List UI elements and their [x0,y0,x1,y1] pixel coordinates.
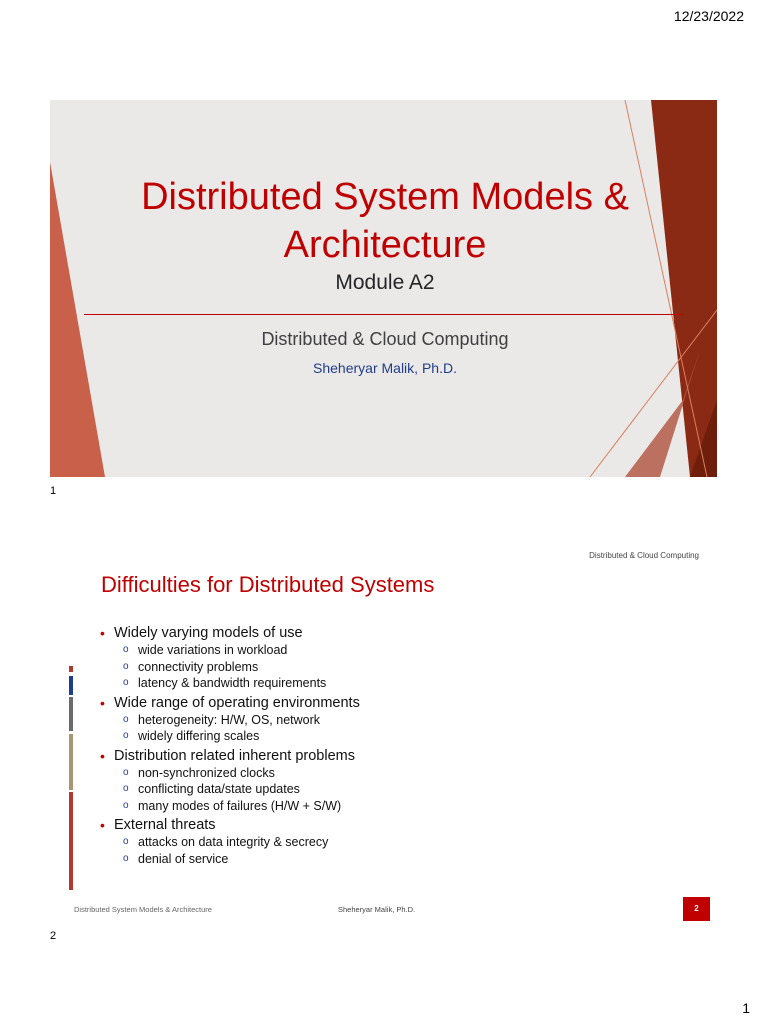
bullet-text: Widely varying models of use [114,625,303,641]
sub-text: connectivity problems [138,659,259,674]
sub-list [100,765,660,815]
bullet-item [100,747,660,765]
sub-item [100,851,660,868]
side-bar-segment [69,792,73,890]
sub-item [100,675,660,692]
sub-item [100,728,660,745]
sub-list [100,712,660,745]
sub-item [100,781,660,798]
sub-text: wide variations in workload [138,643,288,657]
slide-2-content-slide [50,540,717,920]
bullet-marker: • [100,625,105,641]
bullet-text: External threats [114,817,216,833]
sub-text: widely differing scales [138,729,260,743]
sub-item [100,798,660,815]
bullet-marker: • [100,694,105,711]
slide-2-footer-author: Sheheryar Malik, Ph.D. [338,905,416,914]
slide-2-page-badge: 2 [683,897,710,921]
slide-2-title: Difficulties for Distributed Systems [101,572,435,597]
sub-item [100,834,660,851]
sub-item [100,765,660,782]
sub-marker: o [123,660,129,672]
slide-1-title-line-1: Distributed System Models & [141,176,629,218]
bullet-text: Distribution related inherent problems [114,747,355,764]
slide-2-header: Distributed & Cloud Computing [589,551,699,560]
slide-1-title-line-2: Architecture [283,224,487,266]
sub-text: conflicting data/state updates [138,782,300,796]
sub-marker: o [123,644,129,655]
sub-marker: o [123,799,129,811]
sub-marker: o [123,677,129,688]
slide-2-bullet-list [100,624,660,869]
side-bar-segment [69,734,73,790]
side-bar-segment [69,676,73,695]
bullet-text: Wide range of operating environments [114,694,360,711]
sub-list [100,834,660,867]
slide-1-author: Sheheryar Malik, Ph.D. [313,360,457,376]
page-number: 1 [742,1000,750,1016]
sub-marker: o [123,766,129,778]
bullet-item [100,694,660,712]
slide-1-divider [84,314,684,315]
side-bar-segment [69,697,73,731]
sub-marker: o [123,836,129,847]
sub-marker: o [123,783,129,794]
sub-list [100,642,660,692]
sub-text: non-synchronized clocks [138,765,275,780]
sub-marker: o [123,852,129,864]
print-date: 12/23/2022 [673,8,744,24]
sub-item [100,659,660,676]
sub-item [100,642,660,659]
slide-2-number: 2 [50,930,57,942]
sub-marker: o [123,730,129,741]
slide-1-subtitle: Module A2 [335,271,435,294]
sub-text: heterogeneity: H/W, OS, network [138,712,321,727]
slide-2-footer-title: Distributed System Models & Architecture [74,905,212,914]
bullet-item [100,816,660,834]
bullet-marker: • [100,747,105,764]
bullet-item [100,624,660,642]
sub-text: attacks on data integrity & secrecy [138,835,329,849]
bullet-marker: • [100,817,105,833]
sub-text: latency & bandwidth requirements [138,676,327,690]
side-bar-segment [69,666,73,672]
sub-text: denial of service [138,851,229,866]
sub-text: many modes of failures (H/W + S/W) [138,798,342,813]
slide-1-course-name: Distributed & Cloud Computing [261,329,509,349]
slide-1-number: 1 [50,485,57,497]
sub-item [100,712,660,729]
sub-marker: o [123,713,129,725]
slide-1-title-slide [50,100,717,477]
